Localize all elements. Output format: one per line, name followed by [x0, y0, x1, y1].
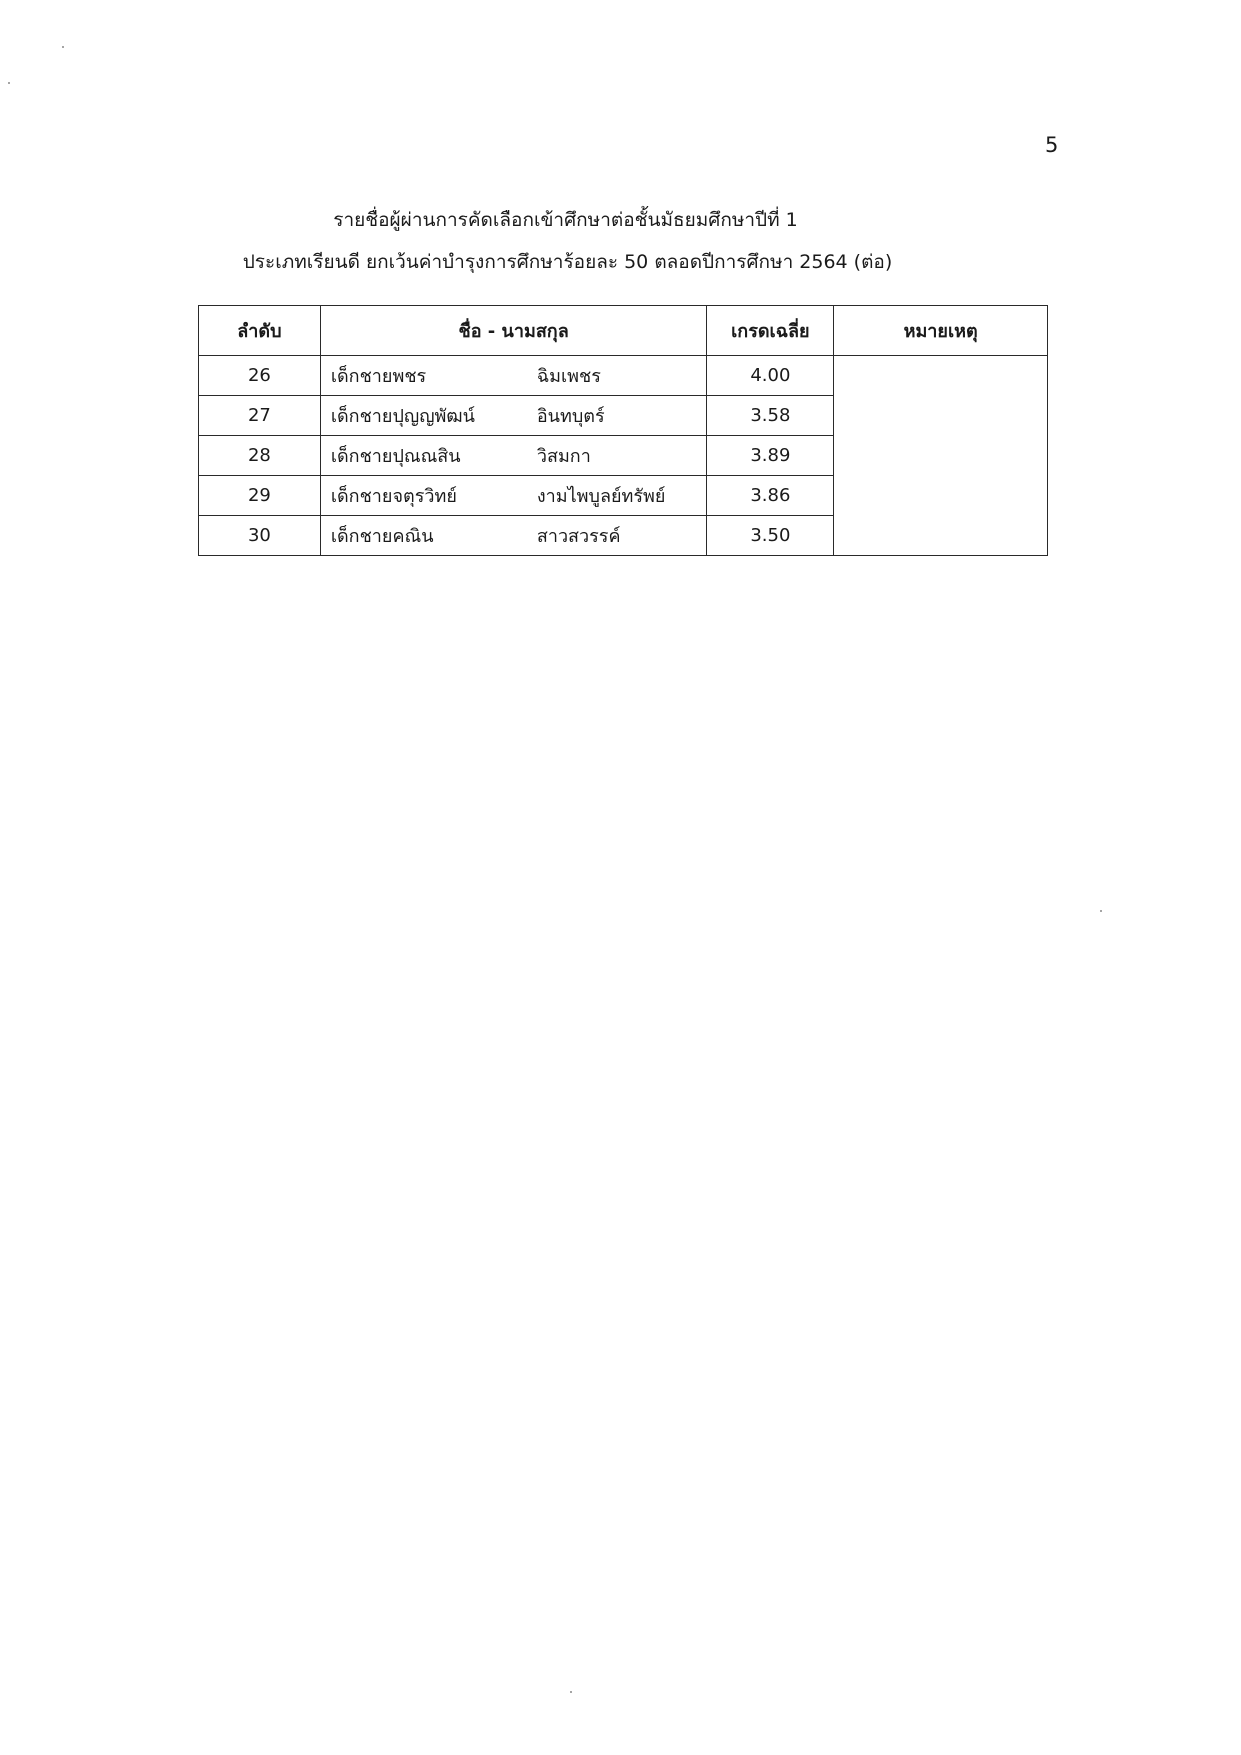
- scan-speck: [570, 1691, 572, 1693]
- page-number: 5: [1045, 133, 1059, 157]
- row-last-name: ฉิมเพชร: [536, 366, 601, 387]
- scan-speck: [1100, 910, 1102, 912]
- row-name: [320, 356, 707, 396]
- row-first-name: เด็กชายปุญญพัฒน์: [330, 406, 475, 427]
- document-subtitle: ประเภทเรียนดี ยกเว้นค่าบำรุงการศึกษาร้อยละ 50 ตลอดปีการศึกษา 2564 (ต่อ): [242, 251, 893, 273]
- row-grade: 3.50: [707, 516, 834, 556]
- scan-speck: [62, 46, 64, 48]
- row-name: [320, 476, 707, 516]
- row-no: 28: [199, 436, 321, 476]
- row-first-name: เด็กชายจตุรวิทย์: [330, 486, 457, 507]
- row-grade: 3.58: [707, 396, 834, 436]
- row-no: 30: [199, 516, 321, 556]
- header-name: ชื่อ - นามสกุล: [320, 306, 707, 356]
- row-grade: 4.00: [707, 356, 834, 396]
- document-title: รายชื่อผู้ผ่านการคัดเลือกเข้าศึกษาต่อชั้นมัธยมศึกษาปีที่ 1: [333, 209, 798, 231]
- scan-speck: [8, 82, 10, 84]
- row-name: [320, 436, 707, 476]
- table-header-row: [199, 306, 1048, 356]
- row-first-name: เด็กชายพชร: [330, 366, 427, 387]
- row-note: [834, 356, 1048, 556]
- results-table: [198, 305, 1048, 556]
- row-no: 27: [199, 396, 321, 436]
- header-no: ลำดับ: [199, 306, 321, 356]
- row-first-name: เด็กชายปุณณสิน: [330, 446, 461, 467]
- table-row: [199, 356, 1048, 396]
- row-name: [320, 396, 707, 436]
- header-note: หมายเหตุ: [834, 306, 1048, 356]
- row-no: 29: [199, 476, 321, 516]
- row-no: 26: [199, 356, 321, 396]
- row-grade: 3.86: [707, 476, 834, 516]
- row-last-name: งามไพบูลย์ทรัพย์: [536, 486, 666, 507]
- row-last-name: อินทบุตร์: [536, 406, 605, 427]
- row-grade: 3.89: [707, 436, 834, 476]
- row-first-name: เด็กชายคณิน: [330, 526, 434, 547]
- header-grade: เกรดเฉลี่ย: [707, 306, 834, 356]
- row-name: [320, 516, 707, 556]
- row-last-name: สาวสวรรค์: [536, 526, 621, 547]
- row-last-name: วิสมกา: [536, 446, 591, 467]
